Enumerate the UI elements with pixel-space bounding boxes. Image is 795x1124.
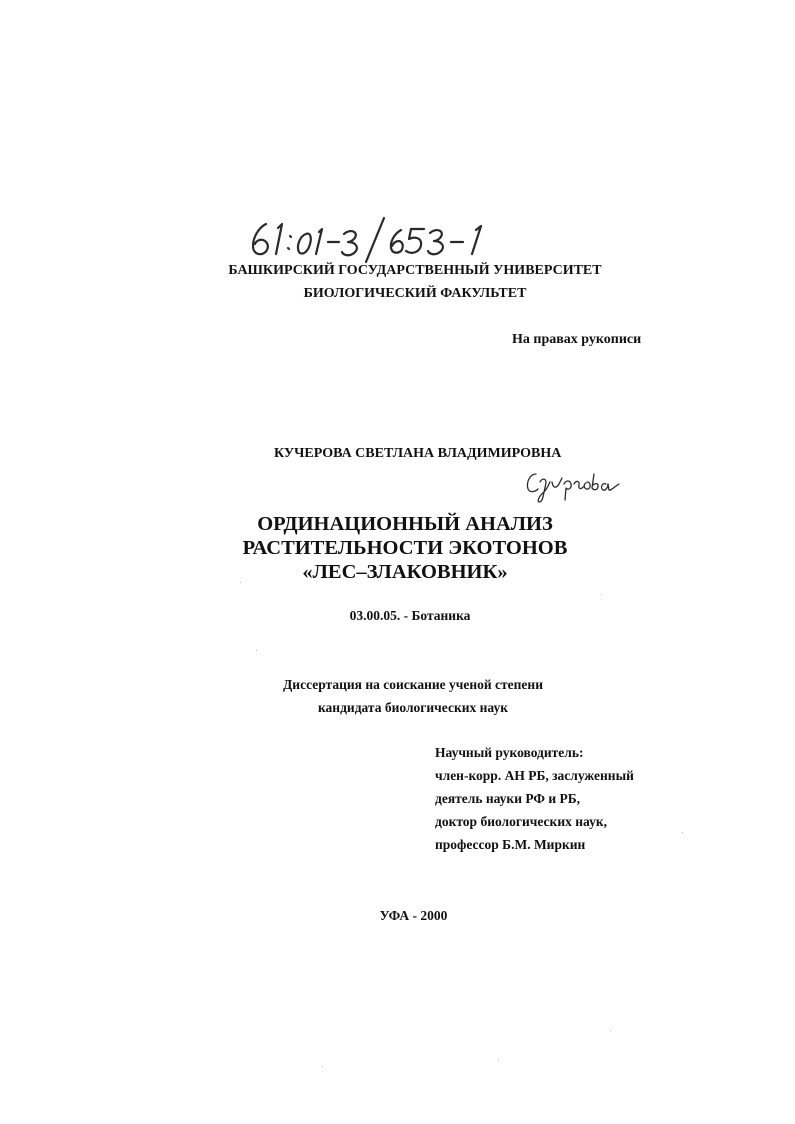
scan-speck [498, 1060, 499, 1061]
dissertation-degree-line-2: кандидата биологических наук [317, 700, 508, 715]
scan-speck [256, 650, 257, 651]
handwritten-archive-code [244, 212, 514, 264]
dissertation-degree-line-1: Диссертация на соискание ученой степени [283, 677, 543, 692]
scan-speck [322, 1066, 323, 1067]
author-signature [522, 464, 628, 506]
manuscript-rights: На правах рукописи [512, 332, 642, 347]
supervisor-line: деятель науки РФ и РБ, [435, 791, 581, 806]
scan-speck [610, 1030, 611, 1031]
supervisor-heading: Научный руководитель: [435, 745, 584, 760]
dissertation-title-line-2: РАСТИТЕЛЬНОСТИ ЭКОТОНОВ [242, 537, 568, 559]
university-name: БАШКИРСКИЙ ГОСУДАРСТВЕННЫЙ УНИВЕРСИТЕТ [228, 263, 602, 278]
scan-speck [240, 582, 241, 583]
supervisor-line: член-корр. АН РБ, заслуженный [435, 768, 634, 783]
supervisor-line: доктор биологических наук, [435, 814, 607, 829]
scan-speck [682, 832, 683, 833]
scan-speck [601, 594, 602, 595]
specialty: 03.00.05. - Ботаника [349, 608, 471, 623]
supervisor-line: профессор Б.М. Миркин [435, 837, 586, 852]
dissertation-title-line-3: «ЛЕС–ЗЛАКОВНИК» [302, 561, 508, 583]
dissertation-title-line-1: ОРДИНАЦИОННЫЙ АНАЛИЗ [257, 513, 553, 535]
city-year: УФА - 2000 [379, 908, 448, 923]
faculty-name: БИОЛОГИЧЕСКИЙ ФАКУЛЬТЕТ [303, 286, 527, 301]
author-name: КУЧЕРОВА СВЕТЛАНА ВЛАДИМИРОВНА [274, 446, 562, 461]
